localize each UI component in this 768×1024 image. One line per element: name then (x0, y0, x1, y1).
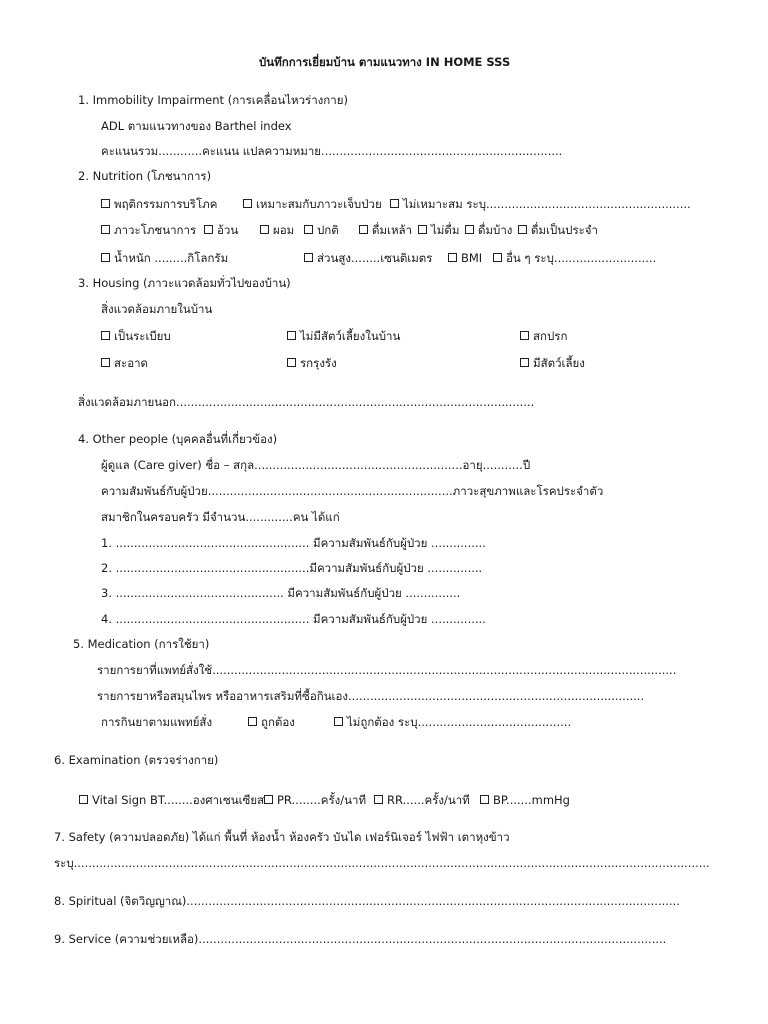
nutrition-row-1 (101, 196, 217, 212)
checkbox[interactable] (493, 253, 502, 262)
house-opt-label: รกรุงรัง (300, 356, 337, 370)
checkbox[interactable] (243, 199, 252, 208)
family-member-2: 2. .....................................................มีความสัมพันธ์กับผู้ป่วย ............... (101, 561, 483, 575)
section-1-heading: 1. Immobility Impairment (การเคลื่อนไหวร่างกาย) (78, 93, 348, 107)
checkbox[interactable] (287, 331, 296, 340)
checkbox[interactable] (480, 795, 489, 804)
section-9-heading: 9. Service (ความช่วยเหลือ)................................................................................................................................ (54, 932, 667, 946)
checkbox[interactable] (248, 717, 257, 726)
checkbox[interactable] (465, 225, 474, 234)
bp-row (480, 792, 570, 808)
status-opt-nodrink (418, 222, 459, 238)
status-opt-label: ดื่มเหล้า (372, 223, 413, 237)
section-6-heading: 6. Examination (ตรวจร่างกาย) (54, 753, 219, 767)
safety-specify: ระบุ.............................................................................................................................................................................. (54, 856, 710, 870)
checkbox[interactable] (101, 358, 110, 367)
house-opt-nopets (287, 328, 400, 344)
checkbox[interactable] (334, 717, 343, 726)
form-title: บันทึกการเยี่ยมบ้าน ตามแนวทาง IN HOME SSS (259, 55, 511, 69)
checkbox[interactable] (101, 199, 110, 208)
house-opt-messy (287, 355, 337, 371)
checkbox[interactable] (304, 253, 313, 262)
section-4-heading: 4. Other people (บุคคลอื่นที่เกี่ยวข้อง) (78, 432, 278, 446)
checkbox[interactable] (264, 795, 273, 804)
vital-row (79, 792, 264, 808)
other-row (493, 250, 656, 266)
checkbox[interactable] (520, 331, 529, 340)
status-opt-label: ปกติ (317, 223, 339, 237)
checkbox[interactable] (287, 358, 296, 367)
checkbox[interactable] (101, 331, 110, 340)
nutrition-row-2 (101, 222, 196, 238)
weight-field: น้ำหนัก .........กิโลกรัม (114, 251, 229, 265)
height-row (304, 250, 432, 266)
bmi-row (448, 250, 482, 266)
usage-label: การกินยาตามแพทย์สั่ง (101, 715, 213, 729)
outer-env-line: สิ่งแวดล้อมภายนอก.................................................................................................. (78, 395, 535, 409)
checkbox[interactable] (374, 795, 383, 804)
nutrition-row-1b (243, 196, 382, 212)
house-opt-label: สกปรก (533, 329, 568, 343)
checkbox[interactable] (101, 253, 110, 262)
status-opt-sometimes (465, 222, 512, 238)
house-opt-clean (101, 355, 148, 371)
behavior-label: พฤติกรรมการบริโภค (114, 197, 218, 211)
nutrition-row-3 (101, 250, 228, 266)
status-opt-label: อ้วน (217, 223, 239, 237)
vital-rr: RR......ครั้ง/นาที (387, 793, 470, 807)
checkbox[interactable] (518, 225, 527, 234)
behavior-option-unsuitable: ไม่เหมาะสม ระบุ........................................................ (403, 197, 691, 211)
checkbox[interactable] (101, 225, 110, 234)
vital-bp: BP.......mmHg (493, 793, 570, 807)
usage-opt-label: ไม่ถูกต้อง ระบุ.......................................... (347, 715, 572, 729)
usage-opt-label: ถูกต้อง (261, 715, 295, 729)
house-opt-label: มีสัตว์เลี้ยง (533, 356, 585, 370)
house-opt-label: ไม่มีสัตว์เลี้ยงในบ้าน (300, 329, 401, 343)
checkbox[interactable] (79, 795, 88, 804)
checkbox[interactable] (304, 225, 313, 234)
family-member-4: 4. ..................................................... มีความสัมพันธ์กับผู้ป่วย ............... (101, 612, 486, 626)
checkbox[interactable] (418, 225, 427, 234)
status-opt-label: ผอม (273, 223, 295, 237)
usage-opt-correct (248, 714, 295, 730)
checkbox[interactable] (520, 358, 529, 367)
house-opt-pets (520, 355, 585, 371)
inner-env-label: สิ่งแวดล้อมภายในบ้าน (101, 302, 213, 316)
prescribed-line: รายการยาที่แพทย์สั่งใช้............................................................................................................................... (97, 663, 677, 677)
checkbox[interactable] (260, 225, 269, 234)
family-member-3: 3. .............................................. มีความสัมพันธ์กับผู้ป่วย ............... (101, 586, 461, 600)
herbal-line: รายการยาหรือสมุนไพร หรืออาหารเสริมที่ซื้อกินเอง................................................................................. (97, 689, 645, 703)
section-3-heading: 3. Housing (ภาวะแวดล้อมทั่วไปของบ้าน) (78, 276, 291, 290)
other-field: อื่น ๆ ระบุ............................ (506, 251, 657, 265)
height-field: ส่วนสูง........เซนติเมตร (317, 251, 433, 265)
behavior-option-suitable: เหมาะสมกับภาวะเจ็บป่วย (256, 197, 382, 211)
rr-row (374, 792, 470, 808)
checkbox[interactable] (390, 199, 399, 208)
family-line: สมาชิกในครอบครัว มีจำนวน.............คน ได้แก่ (101, 510, 340, 524)
relation-line: ความสัมพันธ์กับผู้ป่วย...................................................................ภาวะสุขภาพและโรคประจำตัว (101, 484, 604, 498)
section-5-heading: 5. Medication (การใช้ยา) (73, 637, 210, 651)
status-opt-thin (260, 222, 294, 238)
vital-bt: Vital Sign BT........องศาเซนเซียส (92, 793, 265, 807)
section-7-heading: 7. Safety (ความปลอดภัย) ได้แก่ พื้นที่ ห้องน้ำ ห้องครัว บันได เฟอร์นิเจอร์ ไฟฟ้า เตาหุงข้าว (54, 830, 510, 844)
caregiver-line: ผู้ดูแล (Care giver) ชื่อ – สกุล.........................................................อายุ...........ปี (101, 458, 531, 472)
house-opt-dirty (520, 328, 567, 344)
checkbox[interactable] (448, 253, 457, 262)
checkbox[interactable] (359, 225, 368, 234)
house-opt-label: สะอาด (114, 356, 149, 370)
pr-row (264, 792, 366, 808)
house-opt-tidy (101, 328, 171, 344)
family-member-1: 1. ..................................................... มีความสัมพันธ์กับผู้ป่วย ............... (101, 536, 486, 550)
status-opt-normal (304, 222, 339, 238)
section-8-heading: 8. Spiritual (จิตวิญญาณ)....................................................................................................................................... (54, 894, 680, 908)
adl-label: ADL ตามแนวทางของ Barthel index (101, 119, 292, 133)
section-2-heading: 2. Nutrition (โภชนาการ) (78, 169, 212, 183)
bmi-label: BMI (461, 251, 483, 265)
status-opt-regular (518, 222, 598, 238)
status-opt-label: ไม่ดื่ม (431, 223, 460, 237)
checkbox[interactable] (204, 225, 213, 234)
house-opt-label: เป็นระเบียบ (114, 329, 171, 343)
status-opt-label: ดื่มบ้าง (478, 223, 513, 237)
status-opt-drink (359, 222, 412, 238)
score-line: คะแนนรวม............คะแนน แปลความหมาย.................................................................. (101, 144, 563, 158)
usage-opt-incorrect (334, 714, 571, 730)
nutrition-row-1c (390, 196, 691, 212)
status-label: ภาวะโภชนาการ (114, 223, 197, 237)
vital-pr: PR........ครั้ง/นาที (277, 793, 367, 807)
status-opt-label: ดื่มเป็นประจำ (531, 223, 598, 237)
status-opt-fat (204, 222, 238, 238)
